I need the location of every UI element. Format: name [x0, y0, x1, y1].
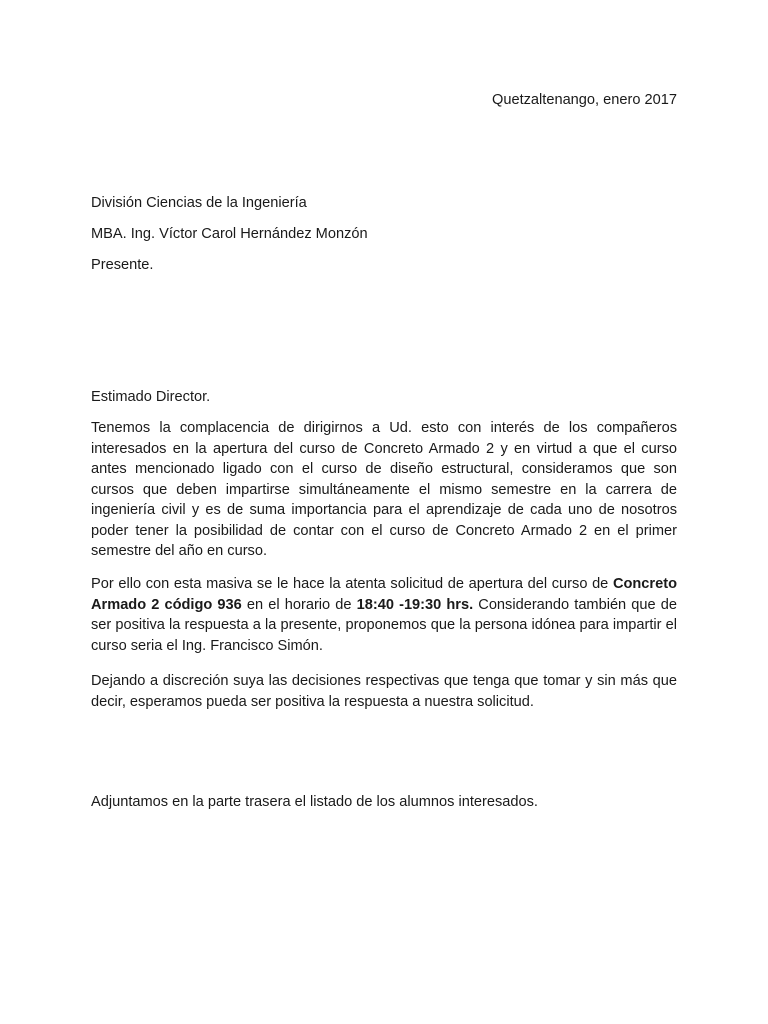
- salutation: Estimado Director.: [91, 389, 211, 405]
- paragraph-2-text: Por ello con esta masiva se le hace la atenta solicitud de apertura del curso de: [91, 576, 613, 592]
- course-code-bold: Concreto Armado 2 código 936: [91, 576, 677, 613]
- letter-date: Quetzaltenango, enero 2017: [491, 92, 677, 108]
- schedule-bold: 18:40 -19:30 hrs.: [356, 596, 474, 613]
- recipient-name: MBA. Ing. Víctor Carol Hernández Monzón: [91, 226, 368, 242]
- paragraph-2-text: Considerando también que de ser positiva la respuesta a la presente, proponemos que la persona idónea para impartir el curso seria el Ing. Francisco Simón.: [91, 596, 677, 654]
- attachment-note: Adjuntamos en la parte trasera el listado de los alumnos interesados.: [91, 794, 538, 810]
- body-paragraph-3: Dejando a discreción suya las decisiones respectivas que tenga que tomar y sin más que decir, esperamos pueda ser positiva la respuesta a nuestra solicitud.: [91, 673, 677, 710]
- recipient-department: División Ciencias de la Ingeniería: [91, 195, 307, 211]
- paragraph-2-text: en el horario de: [241, 596, 357, 613]
- body-paragraph-1: Tenemos la complacencia de dirigirnos a Ud. esto con interés de los compañeros interesados en la apertura del curso de Concreto Armado 2 y en virtud a que el curso antes mencionado ligado con el curso de diseño estructural, consideramos que son cursos que deben impartirse simultáneamente el mismo semestre en la carrera de ingeniería civil y es de suma importancia para el aprendizaje de cada uno de nosotros poder tener la posibilidad de contar con el curso de Concreto Armado 2 en el primer semestre del año en curso.: [91, 420, 677, 559]
- recipient-closing: Presente.: [91, 257, 154, 273]
- body-paragraph-2: [91, 574, 677, 656]
